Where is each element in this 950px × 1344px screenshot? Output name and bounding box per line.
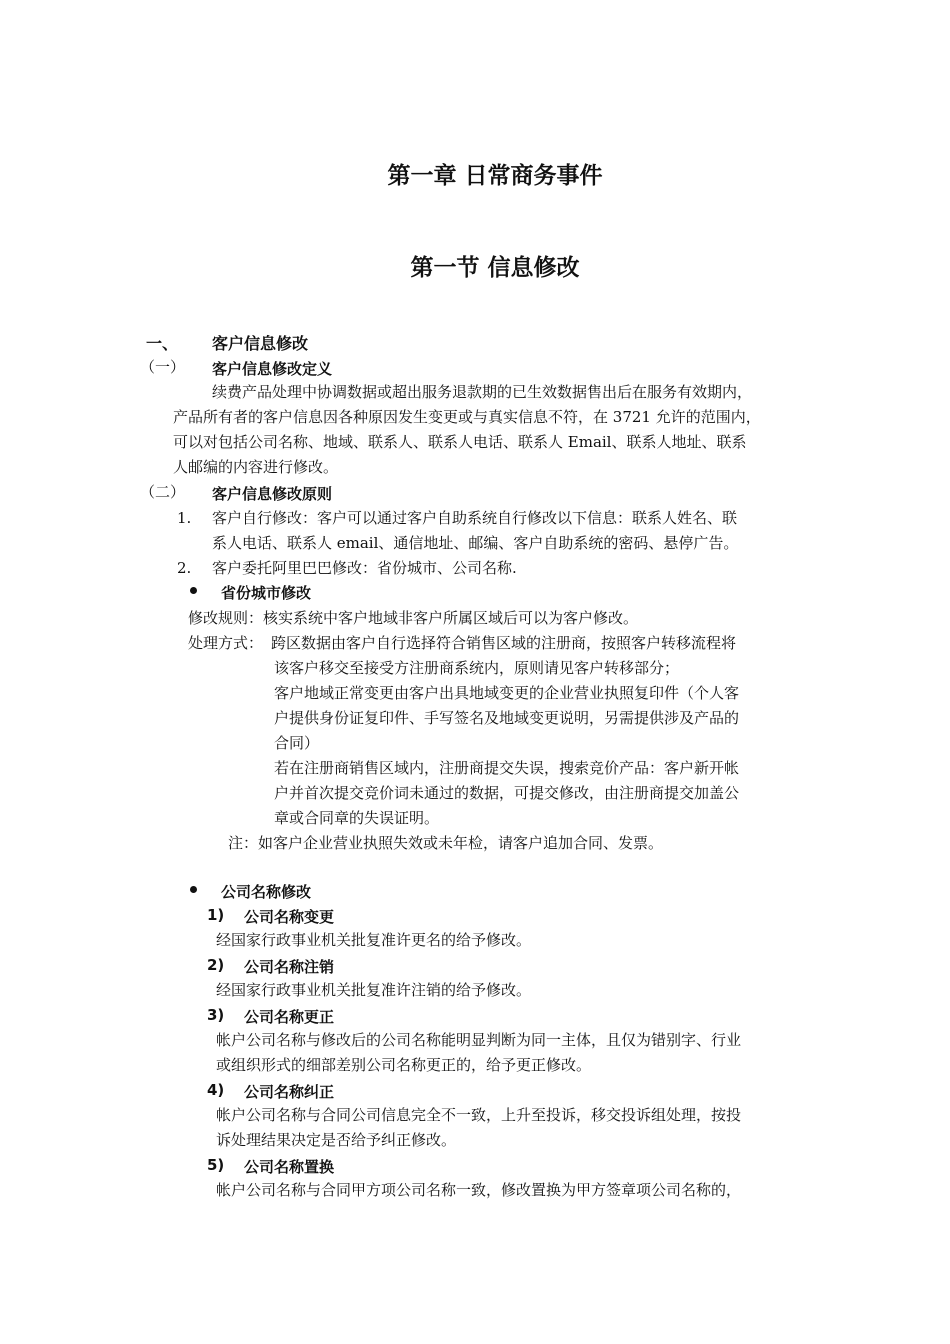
bullet-icon xyxy=(190,587,197,594)
heading-1-number: 一、 xyxy=(146,334,179,353)
sub-item-line: 帐户公司名称与合同公司信息完全不一致，上升至投诉，移交投诉组处理，按投 xyxy=(216,1106,742,1124)
sub-item-line: 或组织形式的细部差别公司名称更正的，给予更正修改。 xyxy=(216,1056,592,1074)
heading-2-title: 客户信息修改原则 xyxy=(212,485,333,503)
sub-item-number: 2) xyxy=(207,956,225,974)
method-line: 客户地域正常变更由客户出具地域变更的企业营业执照复印件（个人客 xyxy=(274,684,740,702)
paragraph-line: 可以对包括公司名称、地域、联系人、联系人电话、联系人 Email、联系人地址、联系 xyxy=(173,433,747,451)
method-line: 若在注册商销售区域内，注册商提交失误，搜索竞价产品：客户新开帐 xyxy=(274,759,740,777)
section-title: 第一节 信息修改 xyxy=(410,255,580,281)
bullet-heading: 公司名称修改 xyxy=(221,883,312,901)
sub-item-line: 经国家行政事业机关批复准许更名的给予修改。 xyxy=(216,931,532,949)
method-line: 跨区数据由客户自行选择符合销售区域的注册商，按照客户转移流程将 xyxy=(271,634,737,652)
paragraph-line: 续费产品处理中协调数据或超出服务退款期的已生效数据售出后在服务有效期内， xyxy=(212,383,753,401)
sub-item-number: 5) xyxy=(207,1156,225,1174)
heading-2-number: （二） xyxy=(140,483,186,501)
paragraph-line: 产品所有者的客户信息因各种原因发生变更或与真实信息不符，在 3721 允许的范围内， xyxy=(173,408,761,426)
sub-item-title: 公司名称注销 xyxy=(244,958,335,976)
sub-item-number: 3) xyxy=(207,1006,225,1024)
heading-1-title: 客户信息修改 xyxy=(212,334,309,353)
list-number: 2. xyxy=(177,559,192,577)
method-line: 户并首次提交竞价词未通过的数据，可提交修改，由注册商提交加盖公 xyxy=(274,784,740,802)
sub-item-line: 诉处理结果决定是否给予纠正修改。 xyxy=(216,1131,457,1149)
paragraph-line: 人邮编的内容进行修改。 xyxy=(173,458,339,476)
sub-item-title: 公司名称纠正 xyxy=(244,1083,335,1101)
sub-item-number: 4) xyxy=(207,1081,225,1099)
method-line: 户提供身份证复印件、手写签名及地域变更说明，另需提供涉及产品的 xyxy=(274,709,740,727)
sub-item-title: 公司名称更正 xyxy=(244,1008,335,1026)
sub-item-line: 经国家行政事业机关批复准许注销的给予修改。 xyxy=(216,981,532,999)
method-line: 合同） xyxy=(274,734,320,752)
chapter-title: 第一章 日常商务事件 xyxy=(387,163,603,189)
sub-item-number: 1) xyxy=(207,906,225,924)
bullet-heading: 省份城市修改 xyxy=(221,584,312,602)
note-text: 注：如客户企业营业执照失效或未年检，请客户追加合同、发票。 xyxy=(228,834,664,852)
bullet-icon xyxy=(190,886,197,893)
sub-item-title: 公司名称变更 xyxy=(244,908,335,926)
list-number: 1. xyxy=(177,509,192,527)
list-item-line: 客户委托阿里巴巴修改：省份城市、公司名称. xyxy=(212,559,517,577)
heading-2-title: 客户信息修改定义 xyxy=(212,360,333,378)
method-label: 处理方式： xyxy=(188,634,264,652)
sub-item-line: 帐户公司名称与修改后的公司名称能明显判断为同一主体，且仅为错别字、行业 xyxy=(216,1031,742,1049)
sub-item-line: 帐户公司名称与合同甲方项公司名称一致，修改置换为甲方签章项公司名称的， xyxy=(216,1181,742,1199)
heading-2-number: （一） xyxy=(140,358,186,376)
method-line: 章或合同章的失误证明。 xyxy=(274,809,440,827)
sub-item-title: 公司名称置换 xyxy=(244,1158,335,1176)
list-item-line: 客户自行修改：客户可以通过客户自助系统自行修改以下信息：联系人姓名、联 xyxy=(212,509,738,527)
rule-text: 修改规则：核实系统中客户地域非客户所属区域后可以为客户修改。 xyxy=(188,609,639,627)
list-item-line: 系人电话、联系人 email、通信地址、邮编、客户自助系统的密码、悬停广告。 xyxy=(212,534,739,552)
method-line: 该客户移交至接受方注册商系统内，原则请见客户转移部分； xyxy=(274,659,680,677)
